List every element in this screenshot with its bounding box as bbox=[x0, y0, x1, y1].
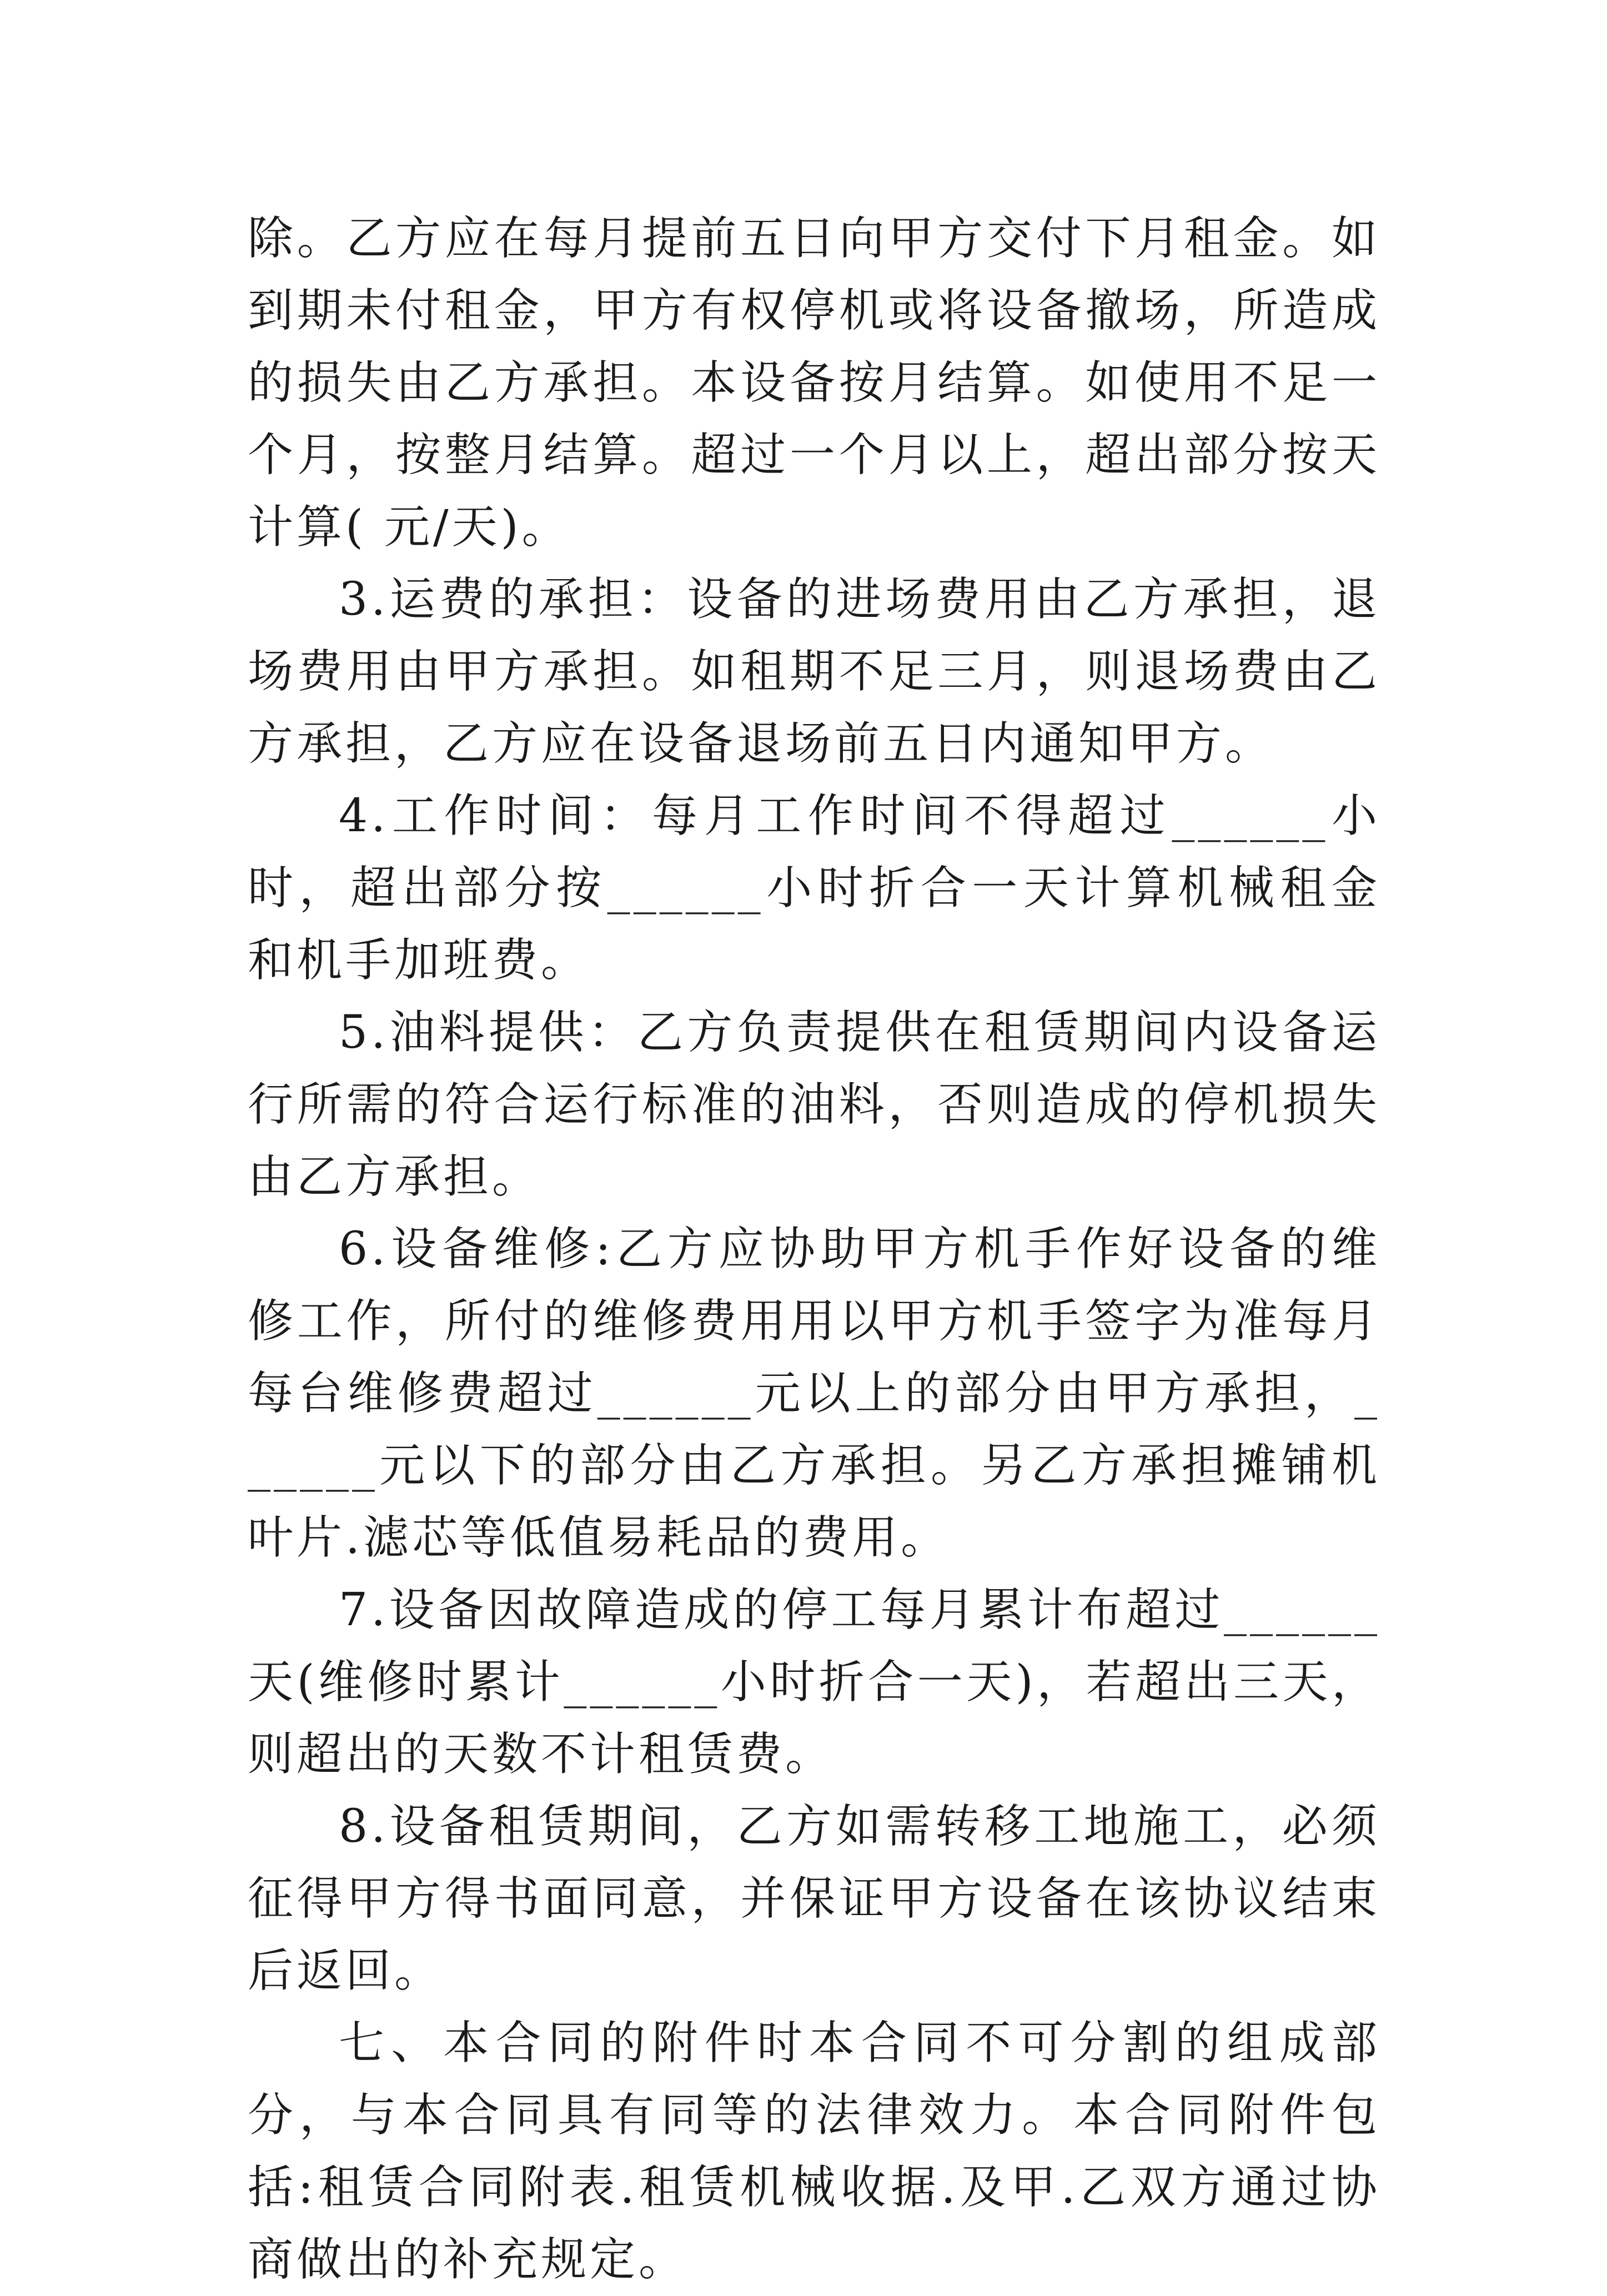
paragraph-working-hours: 4.工作时间：每月工作时间不得超过______小时，超出部分按______小时折合一天计算机械租金和机手加班费。 bbox=[248, 790, 1380, 987]
document-body bbox=[248, 203, 1380, 2296]
paragraph-rent-payment: 除。乙方应在每月提前五日向甲方交付下月租金。如到期未付租金，甲方有权停机或将设备撤场，所造成的损失由乙方承担。本设备按月结算。如使用不足一个月，按整月结算。超过一个月以上，超出部分按天计算( 元/天)。 bbox=[248, 212, 1380, 554]
paragraph-freight: 3.运费的承担：设备的进场费用由乙方承担，退场费用由甲方承担。如租期不足三月，则退场费由乙方承担，乙方应在设备退场前五日内通知甲方。 bbox=[248, 573, 1380, 770]
paragraph-maintenance: 6.设备维修:乙方应协助甲方机手作好设备的维修工作，所付的维修费用用以甲方机手签字为准每月每台维修费超过______元以上的部分由甲方承担，______元以下的部分由乙方承担。另乙方承担摊铺机叶片.滤芯等低值易耗品的费用。 bbox=[248, 1223, 1380, 1564]
paragraph-site-transfer: 8.设备租赁期间，乙方如需转移工地施工，必须征得甲方得书面同意，并保证甲方设备在该协议结束后返回。 bbox=[248, 1800, 1380, 1997]
paragraph-downtime: 7.设备因故障造成的停工每月累计布超过______天(维修时累计______小时折合一天)，若超出三天，则超出的天数不计租赁费。 bbox=[248, 1584, 1380, 1781]
paragraph-fuel-supply: 5.油料提供：乙方负责提供在租赁期间内设备运行所需的符合运行标准的油料，否则造成的停机损失由乙方承担。 bbox=[248, 1006, 1380, 1203]
paragraph-attachments: 七、本合同的附件时本合同不可分割的组成部分，与本合同具有同等的法律效力。本合同附件包括:租赁合同附表.租赁机械收据.及甲.乙双方通过协商做出的补充规定。 bbox=[248, 2017, 1380, 2286]
